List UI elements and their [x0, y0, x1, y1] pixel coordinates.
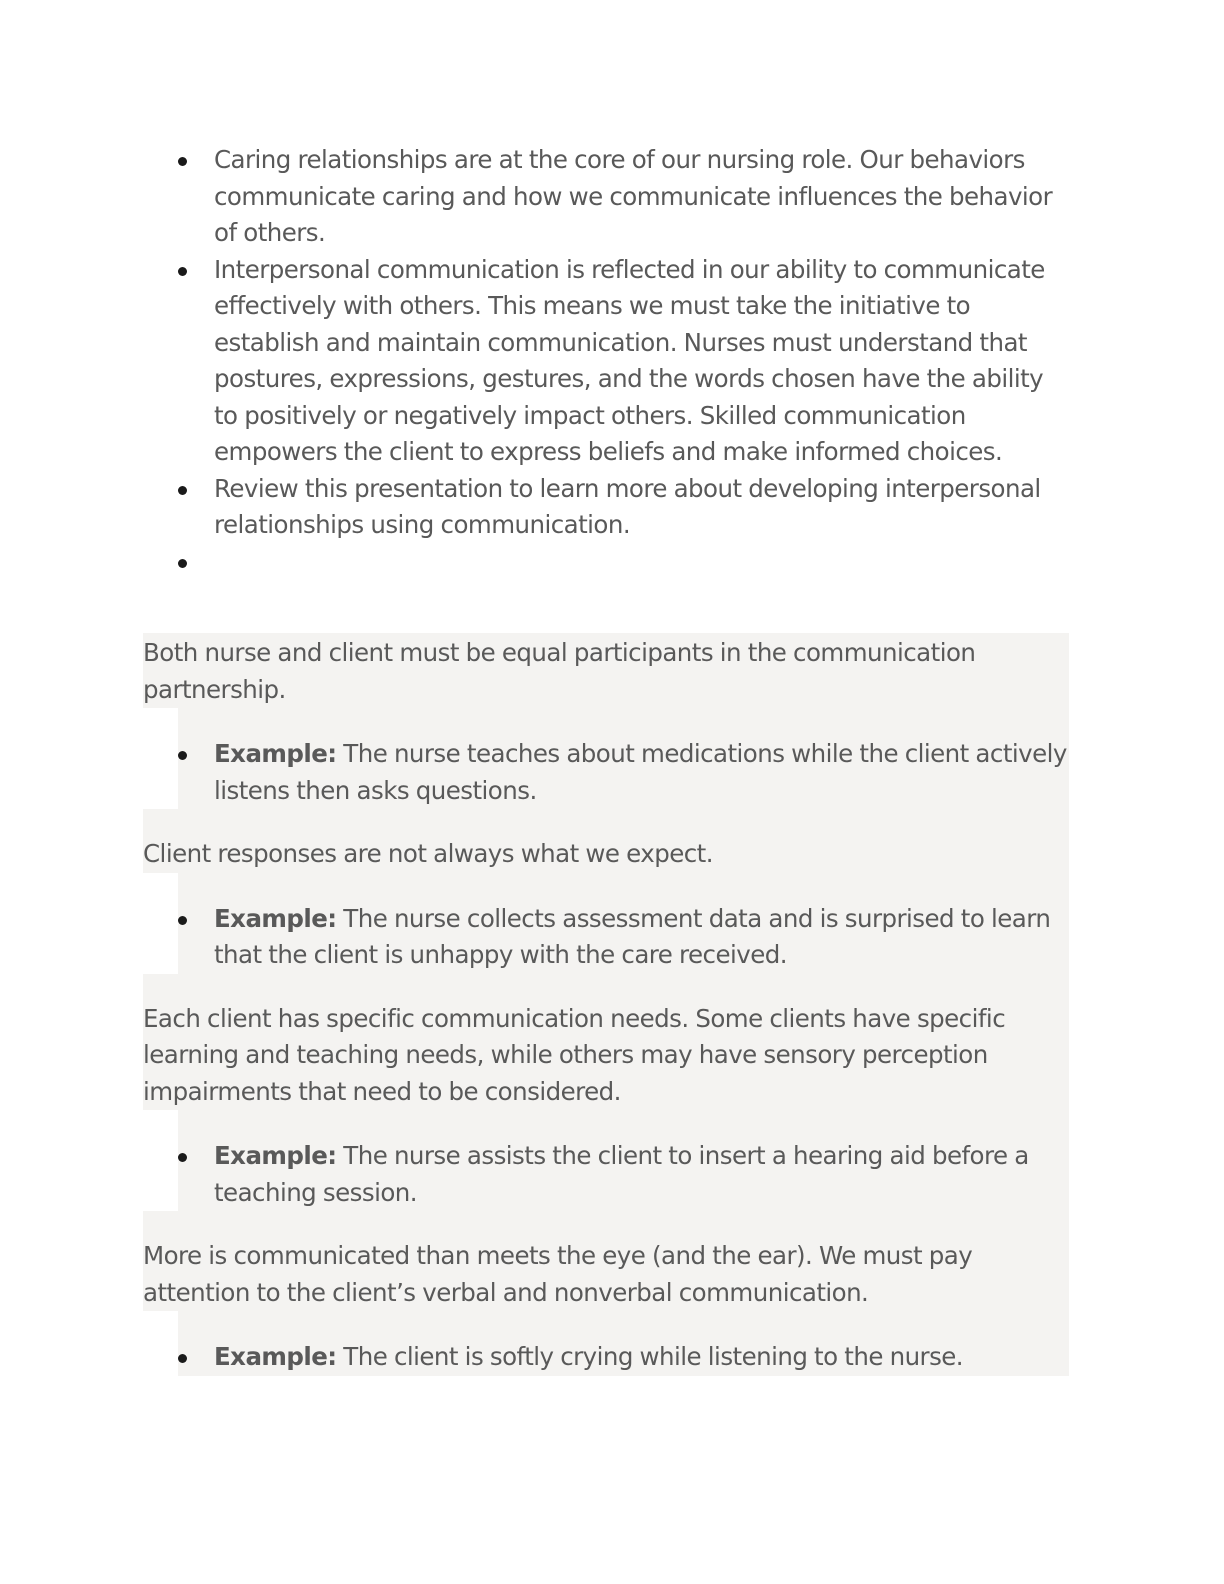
example-list [178, 873, 1069, 974]
intro-bullet-item: Caring relationships are at the core of our nursing role. Our behaviors communicate caring and how we communicate influences the behavior of others. [143, 142, 1073, 252]
example-text: The nurse collects assessment data and is surprised to learn that the client is unhappy with the care received. [214, 903, 1051, 969]
example-text: The nurse teaches about medications while the client actively listens then asks questions. [214, 739, 1067, 805]
intro-bullet-list [143, 142, 1073, 580]
example-item [178, 1138, 1069, 1211]
example-list [178, 1110, 1069, 1211]
section-statement: Each client has specific communication needs. Some clients have specific learning and teaching needs, while others may have sensory perception impairments that need to be considered. [143, 974, 1069, 1111]
intro-bullet-item: Review this presentation to learn more about developing interpersonal relationships using communication. [143, 471, 1073, 544]
example-list [178, 708, 1069, 809]
section-statement: More is communicated than meets the eye (and the ear). We must pay attention to the client’s verbal and nonverbal communication. [143, 1211, 1069, 1311]
example-label: Example: [214, 903, 337, 933]
shaded-content-block [143, 633, 1069, 1376]
section-statement: Client responses are not always what we expect. [143, 809, 1069, 873]
example-label: Example: [214, 1342, 337, 1371]
intro-bullet-item: Interpersonal communication is reflected in our ability to communicate effectively with others. This means we must take the initiative to establish and maintain communication. Nurses must understand that postures, expressions, gestures, and the words chosen have the ability to positively or negatively impact others. Skilled communication empowers the client to express beliefs and make informed choices. [143, 252, 1073, 471]
example-text: The nurse assists the client to insert a hearing aid before a teaching session. [214, 1141, 1029, 1207]
intro-bullet-empty [143, 544, 1073, 581]
example-item [178, 736, 1069, 809]
example-text: The client is softly crying while listening to the nurse. [336, 1342, 964, 1371]
example-list [178, 1311, 1069, 1376]
section-statement: Both nurse and client must be equal participants in the communication partnership. [143, 633, 1069, 708]
example-label: Example: [214, 739, 337, 768]
example-item [178, 1339, 1069, 1376]
example-item [178, 901, 1069, 974]
example-label: Example: [214, 1141, 337, 1170]
